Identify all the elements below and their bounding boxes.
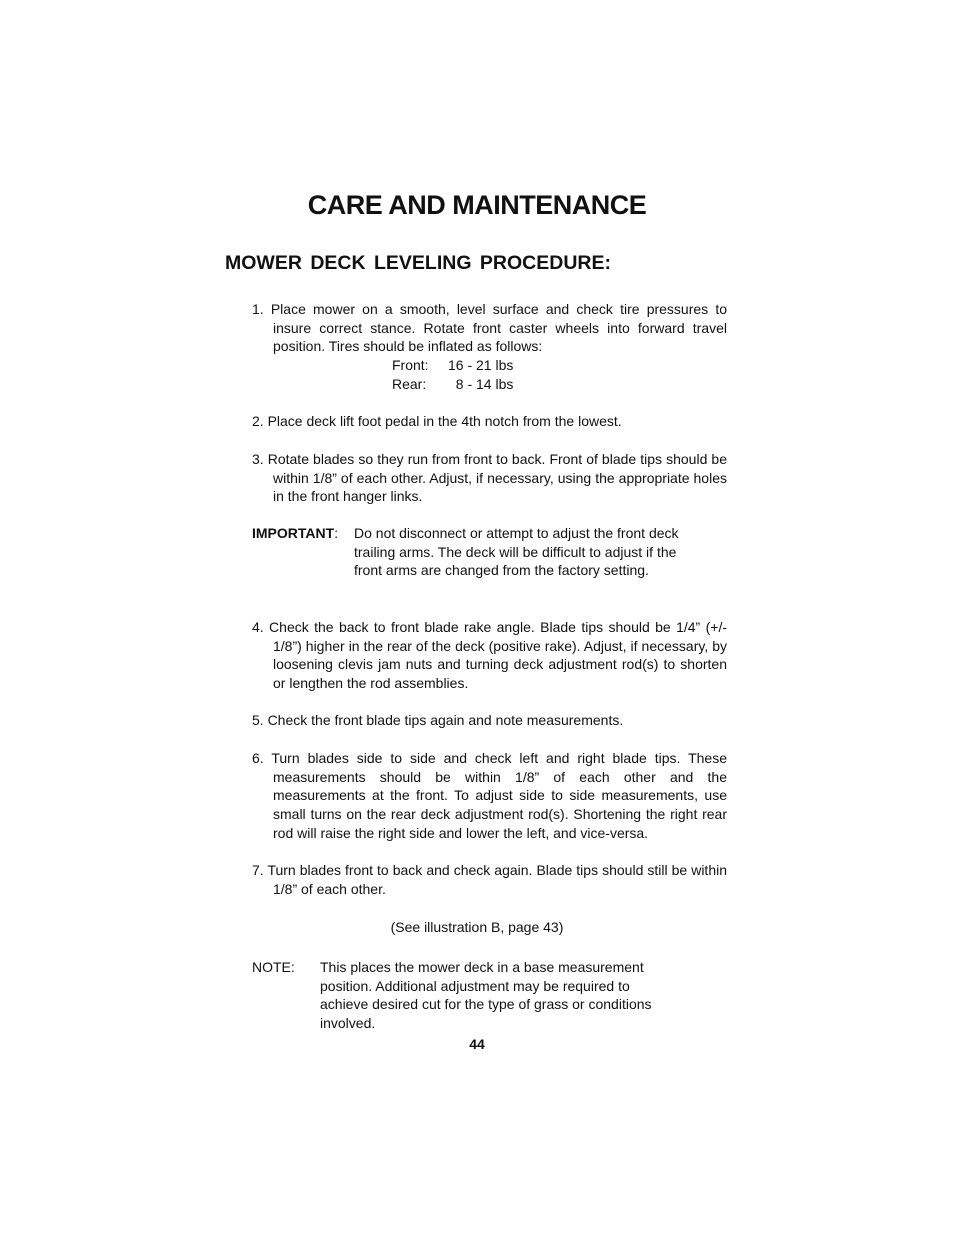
step-5: 5. Check the front blade tips again and note measurements. — [252, 712, 624, 728]
step-7: 7. Turn blades front to back and check again. Blade tips should still be within 1/8” of each other. — [252, 862, 727, 897]
page-number: 44 — [469, 1036, 485, 1052]
rear-value: 8 - 14 lbs — [448, 375, 514, 392]
rear-pressure-row — [392, 375, 513, 394]
step-2: 2. Place deck lift foot pedal in the 4th notch from the lowest. — [252, 413, 622, 429]
important-label: IMPORTANT: — [252, 525, 339, 541]
note-text: This places the mower deck in a base measurement position. Additional adjustment may be required to achieve desired cut for the type of grass or conditions involved. — [320, 959, 652, 1032]
tire-pressure-table — [392, 356, 513, 393]
front-value: 16 - 21 lbs — [448, 357, 514, 373]
illustration-reference: (See illustration B, page 43) — [390, 919, 564, 935]
front-label: Front: — [392, 357, 429, 373]
front-pressure-row — [392, 356, 513, 375]
note-label: NOTE: — [252, 959, 295, 975]
section-heading: MOWER DECK LEVELING PROCEDURE: — [225, 252, 612, 274]
step-4: 4. Check the back to front blade rake angle. Blade tips should be 1/4” (+/- 1/8”) higher in the rear of the deck (positive rake). Adjust, if necessary, by loosening clevis jam nuts and turning deck adjustment rod(s) to shorten or lengthen the rod assemblies. — [252, 619, 727, 692]
rear-label: Rear: — [392, 375, 427, 392]
step-6: 6. Turn blades side to side and check left and right blade tips. These measurements should be within 1/8” of each other and the measurements at the front. To adjust side to side measurements, use small turns on the rear deck adjustment rod(s). Shortening the right rear rod will raise the right side and lower the left, and vice-versa. — [252, 750, 727, 841]
page-title: CARE AND MAINTENANCE — [307, 190, 647, 220]
important-text: Do not disconnect or attempt to adjust the front deck trailing arms. The deck will be difficult to adjust if the front arms are changed from the factory setting. — [354, 525, 679, 579]
step-1: 1. Place mower on a smooth, level surface and check tire pressures to insure correct stance. Rotate front caster wheels into forward travel position. Tires should be inflated as follows: — [252, 301, 727, 355]
step-3: 3. Rotate blades so they run from front to back. Front of blade tips should be within 1/8” of each other. Adjust, if necessary, using the appropriate holes in the front hanger links. — [252, 451, 727, 505]
